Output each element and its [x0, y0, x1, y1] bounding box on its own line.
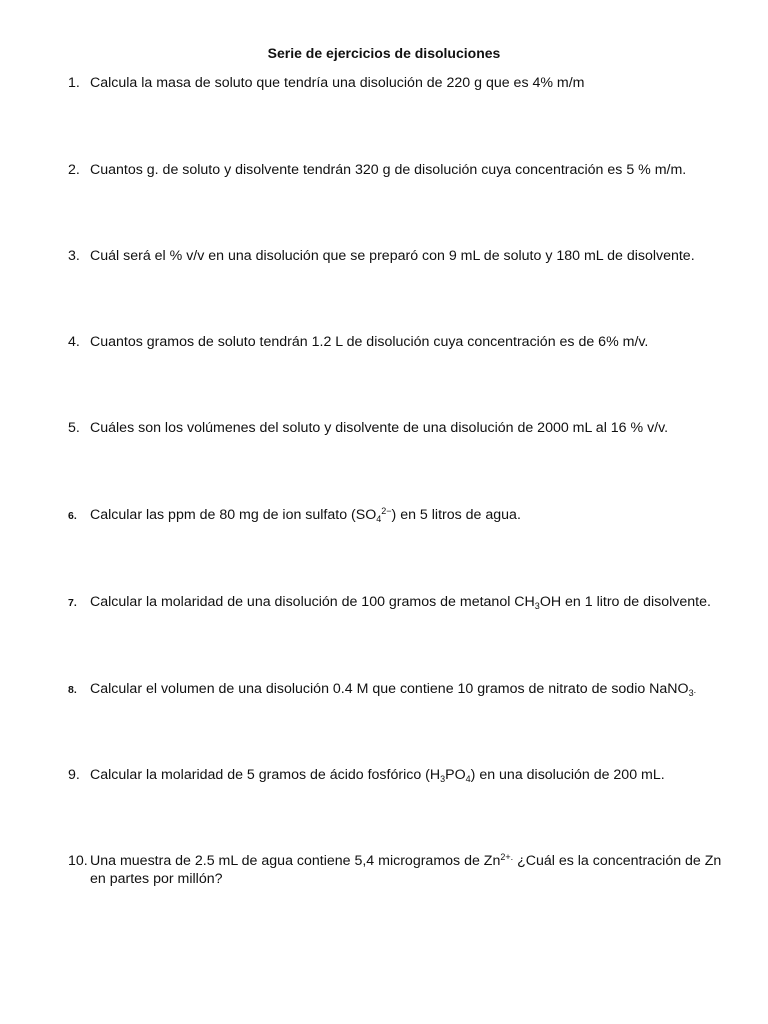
question-number: 7. [68, 597, 77, 609]
question-text-part: ) en una disolución de 200 mL. [470, 767, 665, 783]
question-number: 9. [68, 767, 80, 783]
question-text: Cuál será el % v/v en una disolución que se preparó con 9 mL de soluto y 180 mL de disolvente. [90, 248, 695, 264]
subscript: 3 [688, 688, 694, 698]
question-text [90, 506, 728, 524]
question-5 [68, 419, 728, 437]
question-text-part: ¿Cuál es la concentración de Zn en partes por millón? [90, 853, 722, 887]
question-9 [68, 766, 728, 784]
question-6 [68, 506, 728, 524]
question-text-part: Calcular la molaridad de 5 gramos de ácido fosfórico (H [90, 767, 441, 783]
question-text: Cuantos gramos de soluto tendrán 1.2 L de disolución cuya concentración es de 6% m/v. [90, 334, 649, 350]
question-text-part: . [693, 685, 697, 695]
question-text [90, 680, 728, 699]
question-text: Cuáles son los volúmenes del soluto y disolvente de una disolución de 2000 mL al 16 % v/v. [90, 420, 669, 436]
subscript: 4 [465, 774, 471, 784]
question-text [90, 852, 730, 888]
question-text-part: Una muestra de 2.5 mL de agua contiene 5,4 microgramos de Zn [90, 853, 501, 869]
question-7 [68, 593, 728, 611]
question-text: Cuantos g. de soluto y disolvente tendrán 320 g de disolución cuya concentración es 5 % m/m. [90, 162, 687, 178]
question-8 [68, 680, 728, 699]
question-number: 1. [68, 75, 80, 91]
question-10 [68, 852, 730, 888]
question-text-part: Calcular el volumen de una disolución 0.4 M que contiene 10 gramos de nitrato de sodio NaNO [90, 681, 689, 697]
subscript: 3 [534, 601, 540, 611]
question-4 [68, 333, 728, 351]
superscript: 2− [381, 506, 392, 516]
question-1 [68, 74, 728, 92]
question-number: 4. [68, 334, 80, 350]
question-text [90, 766, 728, 784]
question-text-part: Calcular la molaridad de una disolución de 100 gramos de metanol CH [90, 594, 535, 610]
question-text-part: OH en 1 litro de disolvente. [539, 594, 711, 610]
superscript: 2+. [500, 852, 514, 862]
question-number: 10. [68, 853, 88, 869]
question-2 [68, 161, 728, 179]
question-text-part: ) en 5 litros de agua. [391, 507, 521, 523]
subscript: 4 [376, 514, 382, 524]
question-text-part: Calcular las ppm de 80 mg de ion sulfato (SO [90, 507, 377, 523]
question-text-part: PO [445, 767, 466, 783]
question-number: 6. [68, 510, 77, 522]
question-number: 5. [68, 420, 80, 436]
question-number: 8. [68, 684, 77, 696]
subscript: 3 [440, 774, 446, 784]
question-text: Calcula la masa de soluto que tendría una disolución de 220 g que es 4% m/m [90, 75, 585, 91]
document-title: Serie de ejercicios de disoluciones [267, 45, 501, 61]
question-3 [68, 247, 728, 265]
question-number: 2. [68, 162, 80, 178]
question-number: 3. [68, 248, 80, 264]
question-text [90, 593, 728, 611]
